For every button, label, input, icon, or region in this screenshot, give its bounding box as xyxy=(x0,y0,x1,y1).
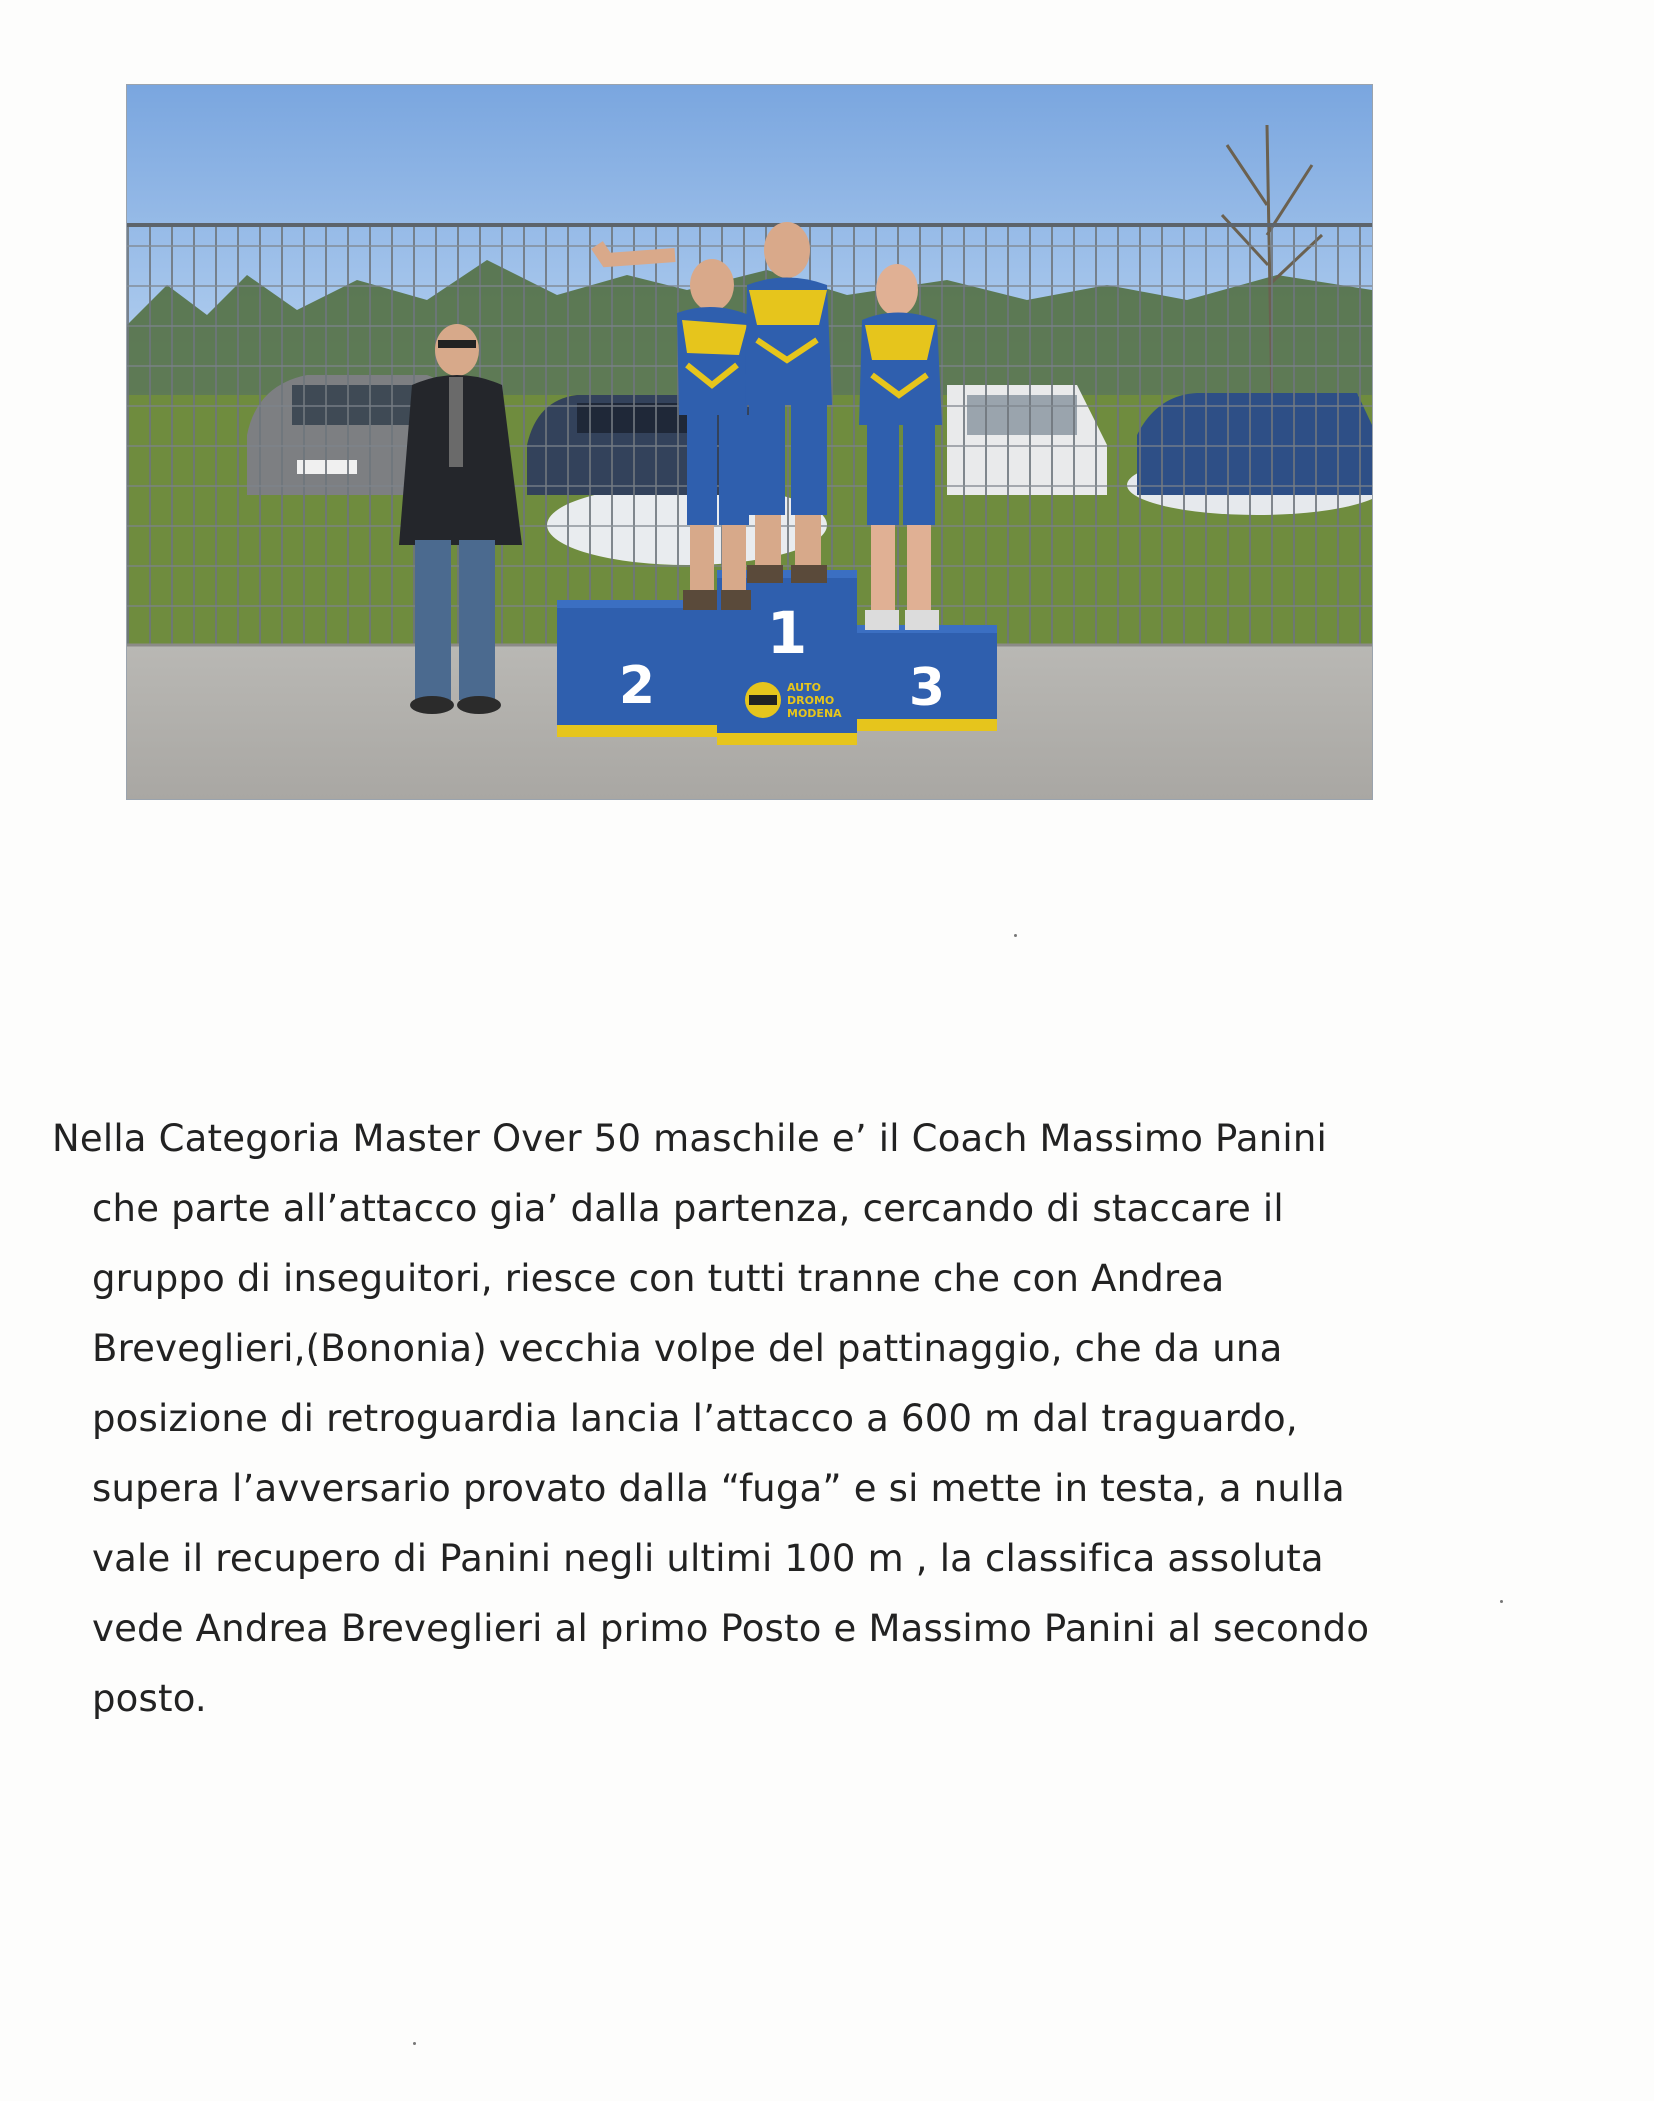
article-text xyxy=(52,1104,1552,1734)
article-line: vale il recupero di Panini negli ultimi 100 m , la classifica assoluta xyxy=(92,1537,1324,1580)
scan-speck xyxy=(413,2042,416,2045)
podium-number-third: 3 xyxy=(908,658,946,718)
podium-number-first: 1 xyxy=(766,599,808,667)
podium-photo-illustration xyxy=(127,85,1372,799)
article-line: supera l’avversario provato dalla “fuga” e si mette in testa, a nulla xyxy=(92,1467,1345,1510)
article-line: posto. xyxy=(92,1677,207,1720)
podium-photo xyxy=(126,84,1373,800)
article-line: gruppo di inseguitori, riesce con tutti tranne che con Andrea xyxy=(92,1257,1225,1300)
article-line: vede Andrea Breveglieri al primo Posto e Massimo Panini al secondo xyxy=(92,1607,1370,1650)
podium-logo-line-3: MODENA xyxy=(787,707,842,720)
podium-logo-line-2: DROMO xyxy=(787,694,835,707)
scan-speck xyxy=(1014,934,1017,937)
article-line: Breveglieri,(Bononia) vecchia volpe del pattinaggio, che da una xyxy=(92,1327,1283,1370)
podium-number-second: 2 xyxy=(618,656,656,716)
article-line: Nella Categoria Master Over 50 maschile e’ il Coach Massimo Panini xyxy=(52,1117,1328,1160)
podium-logo-line-1: AUTO xyxy=(787,681,821,694)
article-line: che parte all’attacco gia’ dalla partenza, cercando di staccare il xyxy=(92,1187,1284,1230)
scan-speck xyxy=(1500,1600,1503,1603)
article-line: posizione di retroguardia lancia l’attacco a 600 m dal traguardo, xyxy=(92,1397,1298,1440)
